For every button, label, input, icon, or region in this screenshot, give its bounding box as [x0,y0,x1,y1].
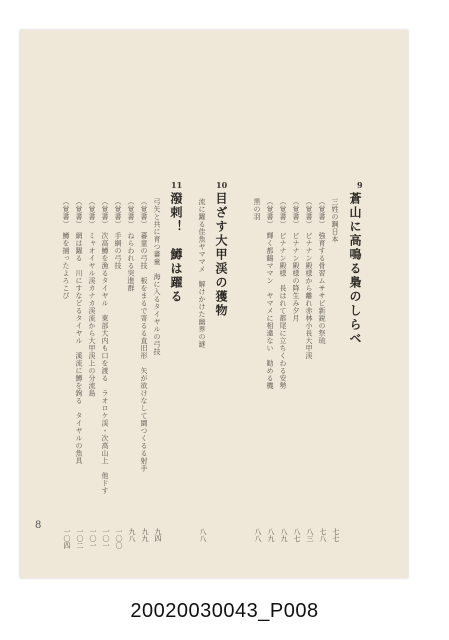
toc-entry: （覚書） 次高鱒を漁るタイヤル 東部大内も口を渡る ラオロケ渓・次高山上 他ドす [101,198,109,495]
chapter-number: 10 [216,180,228,190]
toc-entry: （覚書） 鱒を捕ったよろこび [62,198,70,300]
book-page [20,30,408,578]
toc-entry: （覚書） 手網の弓技 [114,198,122,270]
archive-id-caption: 20020030043_P008 [130,600,319,622]
toc-entry: （覚書） 強育する骨習ムササビ新鋭の祭琉 [318,198,326,345]
page-number: 八八 [199,528,207,542]
page-number: 八七 [293,528,301,542]
page-number: 九八 [128,528,136,542]
page-number: 九四 [154,528,162,542]
chapter-number: 9 [357,180,363,190]
toc-entry: （覚書） ビナナン殿様 長はれて都尾に立ちくわる安勢 [279,198,287,390]
page-number: 一〇一 [102,528,110,549]
toc-entry: （覚書） ねらわれる突進群 [127,198,135,292]
chapter-title: 目ざす大甲渓の獲物 [214,192,228,318]
page-number: 八九 [280,528,288,542]
page-number: 七八 [319,528,327,542]
toc-entry: （覚書） ビナナン殿様の降生み夕月 [292,198,300,322]
page-number: 七七 [332,528,340,542]
chapter-number: 11 [171,180,183,190]
page-number: 九九 [141,528,149,542]
page-folio: 8 [35,520,42,531]
toc-entry: （覚書） 蕃童の弓技 板をまるで寄るる直旧形 矢が欲けなして園つくるる射手 [140,198,148,472]
page-number: 八三 [306,528,314,542]
toc-entry: 三姓の鋼日本 [331,198,339,243]
page-number: 一〇四 [63,528,71,549]
toc-entry: （覚書） ミャオイヤル渓カナカ渓流から大甲渓上の分流島 [88,198,96,397]
toc-entry: 流に躍る佳魚ヤママメ 解けかけた幽界の謎 [198,198,206,348]
chapter-title: 蒼山に高鳴る梟のしらべ [348,192,362,346]
chapter-title: 潑剌！ 鱒は躍る [169,192,183,304]
page-number: 八九 [267,528,275,542]
page-number: 一〇一 [89,528,97,549]
toc-entry: 黒の羽 [253,198,261,221]
toc-entry: 弓矢と共に育つ蕃童 海に入るタイヤルの弓技 [153,198,161,356]
toc-entry: （覚書） 網は躍る 川にすなどるタイヤル 溪流に鱒を鉤る タイヤルの魚具 [75,198,83,465]
toc-entry: （覚書） 輝く都鶴ママン ヤマメに相違ない 勧める機 [266,198,274,390]
page-number: 一〇〇 [115,528,123,549]
page-number: 八八 [254,528,262,542]
page-number: 一〇二 [76,528,84,549]
toc-entry: （覚書） ビナナン殿様から離れ赤林小長大甲渓 [305,198,313,360]
